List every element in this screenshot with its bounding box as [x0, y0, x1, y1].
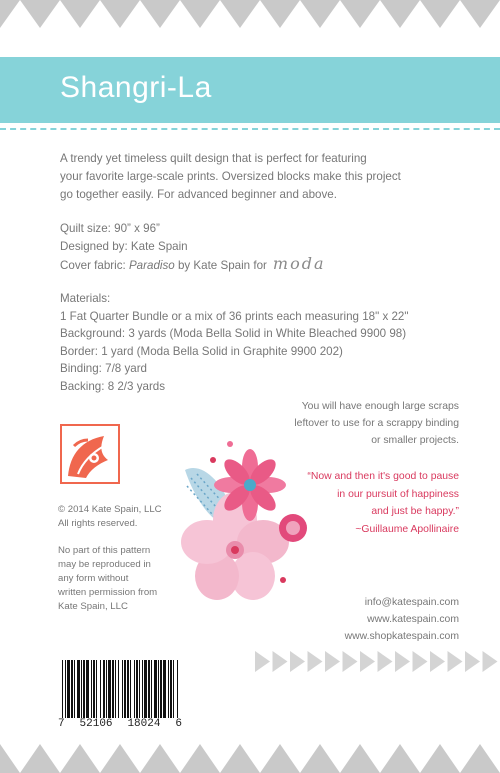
barcode-bar	[103, 660, 105, 718]
barcode-bar	[100, 660, 101, 718]
triangle-shape	[413, 651, 428, 672]
barcode-digits	[58, 718, 182, 730]
barcode	[60, 660, 180, 720]
barcode-bar	[122, 660, 123, 718]
barcode-bar	[62, 660, 63, 718]
copyright-line: © 2014 Kate Spain, LLC	[58, 504, 162, 515]
barcode-bar	[108, 660, 111, 718]
cover-suffix: by Kate Spain for	[174, 259, 267, 272]
scraps-line: leftover to use for a scrappy binding	[294, 418, 459, 429]
quote-line: and just be happy.”	[371, 506, 459, 517]
quote-line: “Now and then it's good to pause	[307, 471, 459, 482]
scraps-line: or smaller projects.	[371, 435, 459, 446]
triangle-shape	[273, 651, 288, 672]
copyright-line: All rights reserved.	[58, 518, 138, 529]
intro-line: your favorite large-scale prints. Oversized blocks make this project	[60, 170, 401, 183]
barcode-bar	[148, 660, 150, 718]
barcode-bar	[142, 660, 143, 718]
disclaimer-line: Kate Spain, LLC	[58, 601, 128, 612]
barcode-bar	[112, 660, 114, 718]
cover-fabric-line	[60, 255, 325, 275]
designer: Designed by: Kate Spain	[60, 239, 188, 253]
barcode-bar	[168, 660, 169, 718]
triangle-shape	[290, 651, 305, 672]
barcode-bar	[86, 660, 89, 718]
material-item: Backing: 8 2/3 yards	[60, 379, 166, 393]
barcode-bar	[158, 660, 159, 718]
triangle-shape	[448, 651, 463, 672]
kate-spain-logo-icon	[60, 424, 120, 484]
material-item: Binding: 7/8 yard	[60, 362, 148, 375]
intro-paragraph	[60, 150, 450, 204]
dashed-divider	[0, 128, 500, 130]
copyright	[58, 503, 162, 531]
triangle-shape	[325, 651, 340, 672]
bottom-zigzag-border	[0, 736, 500, 773]
accent-star	[210, 457, 216, 463]
materials-heading: Materials:	[60, 292, 111, 305]
barcode-bar	[177, 660, 178, 718]
barcode-bar	[71, 660, 73, 718]
triangle-shape	[308, 651, 323, 672]
barcode-bar	[118, 660, 119, 718]
barcode-bar	[170, 660, 172, 718]
moda-logo: moda	[272, 254, 326, 273]
quote-line: in our pursuit of happiness	[337, 488, 459, 500]
barcode-bar	[127, 660, 129, 718]
triangle-shape	[343, 651, 358, 672]
barcode-bar	[77, 660, 80, 718]
title-banner	[0, 57, 500, 123]
triangle-shape	[395, 651, 410, 672]
barcode-bar	[74, 660, 75, 718]
barcode-bar	[151, 660, 152, 718]
barcode-bar	[173, 660, 174, 718]
accent-star	[280, 577, 286, 583]
triangle-shape	[483, 651, 498, 672]
barcode-bar	[134, 660, 135, 718]
barcode-digit-group: 18024	[127, 718, 161, 730]
contact-info	[345, 594, 459, 645]
quilt-size: Quilt size: 90” x 96”	[60, 222, 160, 235]
quote-attribution: ~Guillaume Apollinaire	[355, 523, 459, 535]
triangle-shape	[465, 651, 480, 672]
barcode-bar	[139, 660, 140, 718]
material-item: 1 Fat Quarter Bundle or a mix of 36 prints each measuring 18" x 22"	[60, 309, 409, 323]
intro-line: A trendy yet timeless quilt design that is perfect for featuring	[60, 152, 367, 165]
cover-prefix: Cover fabric:	[60, 259, 129, 272]
barcode-bar	[154, 660, 157, 718]
barcode-digit-group: 52106	[79, 718, 113, 730]
disclaimer-line: No part of this pattern	[58, 545, 151, 556]
barcode-digit-group: 7	[58, 718, 65, 730]
top-zigzag-border	[0, 0, 500, 30]
cover-fabric-name: Paradiso	[128, 259, 175, 272]
barcode-digit-group: 6	[175, 718, 182, 730]
triangle-shape	[255, 651, 270, 672]
triangle-shape	[430, 651, 445, 672]
email: info@katespain.com	[364, 597, 459, 608]
quilt-details	[60, 220, 325, 275]
barcode-bar	[67, 660, 70, 718]
material-item: Border: 1 yard (Moda Bella Solid in Graphite 9900 202)	[60, 344, 343, 358]
barcode-bar	[83, 660, 85, 718]
barcode-bar	[124, 660, 126, 718]
barcode-bar	[136, 660, 138, 718]
material-item: Background: 3 yards (Moda Bella Solid in White Bleached 9900 98)	[60, 327, 407, 340]
pattern-title: Shangri-La	[60, 71, 212, 104]
triangle-border	[255, 650, 500, 673]
accent-star	[227, 441, 233, 447]
barcode-bar	[144, 660, 147, 718]
barcode-bar	[91, 660, 92, 718]
triangle-shape	[360, 651, 375, 672]
scraps-line: You will have enough large scraps	[301, 401, 459, 412]
barcode-bar	[163, 660, 166, 718]
disclaimer-line: any form without	[58, 573, 129, 584]
barcode-bar	[81, 660, 82, 718]
disclaimer-line: may be reproduced in	[58, 559, 151, 570]
barcode-bar	[130, 660, 131, 718]
barcode-bar	[65, 660, 66, 718]
barcode-bar	[106, 660, 107, 718]
website: www.katespain.com	[367, 614, 459, 625]
materials-list	[60, 290, 409, 395]
barcode-bar	[96, 660, 97, 718]
disclaimer-line: written permission from	[58, 587, 158, 598]
quote-block	[259, 468, 459, 538]
barcode-bar	[115, 660, 116, 718]
barcode-bar	[93, 660, 95, 718]
shop-website: www.shopkatespain.com	[344, 631, 459, 642]
disclaimer	[58, 544, 178, 614]
intro-line: go together easily. For advanced beginner and above.	[60, 188, 337, 201]
triangle-shape	[378, 651, 393, 672]
barcode-bar	[160, 660, 162, 718]
